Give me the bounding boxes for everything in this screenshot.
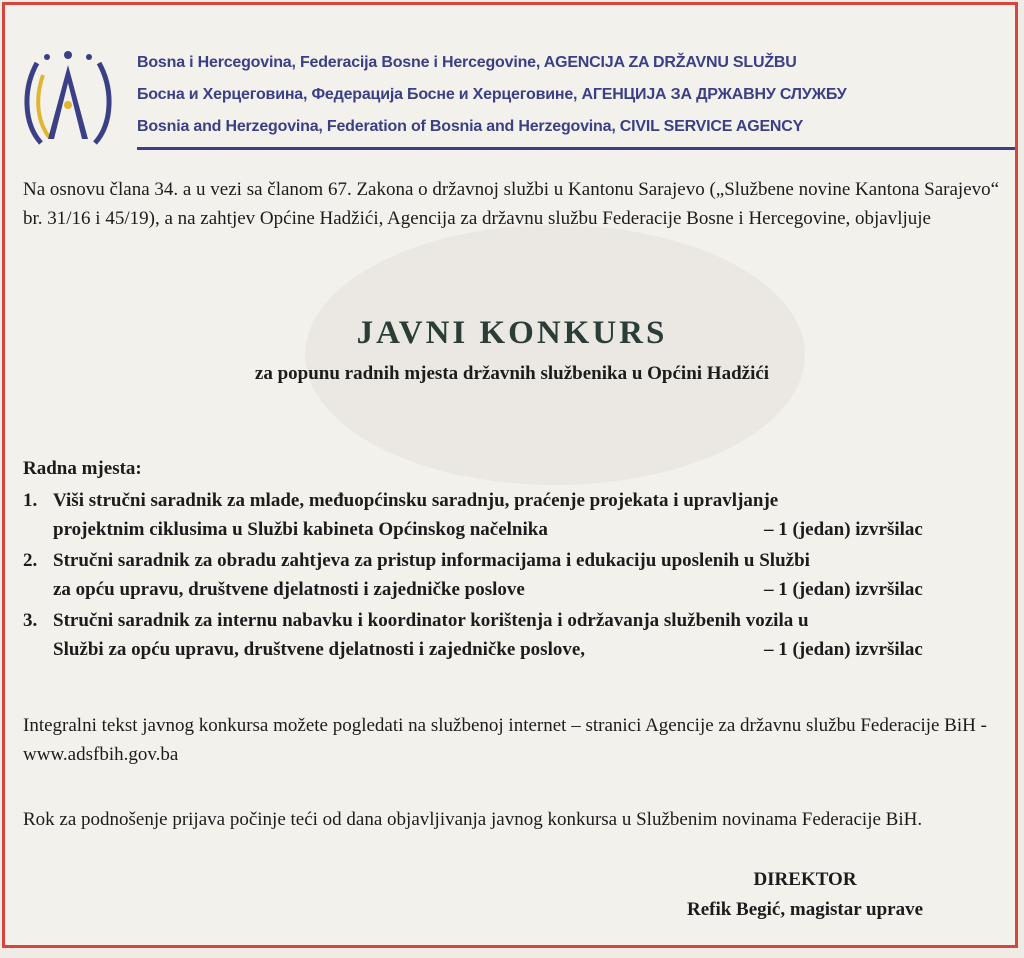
position-title-line2-text: projektnim ciklusima u Službi kabineta Općinskog načelnika (53, 519, 548, 540)
signature-block (645, 865, 965, 925)
position-title-line1: Viši stručni saradnik za mlade, međuopćinsku saradnju, praćenje projekata i upravljanje (53, 490, 779, 511)
notice-title: JAVNI KONKURS (356, 315, 668, 351)
list-item (23, 606, 1013, 664)
position-title-line2-text: za opću upravu, društvene djelatnosti i zajedničke poslove (53, 579, 525, 600)
signature-name: Refik Begić, magistar uprave (686, 899, 924, 920)
position-title-line2-text: Službi za opću upravu, društvene djelatnosti i zajedničke poslove, (53, 639, 586, 660)
position-number: 1. (23, 490, 38, 511)
position-title-line2 (53, 635, 1013, 664)
position-title-line2 (53, 575, 1013, 604)
agency-header (17, 35, 1007, 155)
header-divider (137, 147, 1015, 150)
position-title-line2 (53, 515, 1013, 544)
bih-civil-service-agency-logo-icon (23, 43, 113, 153)
integral-text-paragraph: Integralni tekst javnog konkursa možete pogledati na službenoj internet – stranici Agencije za državnu službu Federacije BiH - www.adsfbih.gov.ba (23, 715, 987, 765)
notice-subtitle: za popunu radnih mjesta državnih službenika u Općini Hadžići (254, 363, 770, 384)
position-title-line1: Stručni saradnik za obradu zahtjeva za pristup informacijama i edukaciju uposlenih u Službi (53, 550, 810, 571)
signature-role: DIREKTOR (753, 869, 857, 890)
intro-paragraph: Na osnovu člana 34. a u vezi sa članom 67. Zakona o državnoj službi u Kantonu Sarajevo („Službene novine Kantona Sarajevo“ br. 31/16 i 45/19), a na zahtjev Općine Hadžići, Agencija za državnu službu Federacije Bosne i Hercegovine, objavljuje (23, 179, 1000, 229)
agency-name-lines (137, 47, 847, 143)
agency-name-bosnian: Bosna i Hercegovina, Federacija Bosne i Hercegovine, AGENCIJA ZA DRŽAVNU SLUŽBU (137, 54, 797, 71)
list-item (23, 486, 1013, 544)
position-title-line1: Stručni saradnik za internu nabavku i koordinator korištenja i održavanja službenih vozila u (53, 610, 809, 631)
agency-name-english: Bosnia and Herzegovina, Federation of Bosnia and Herzegovina, CIVIL SERVICE AGENCY (137, 118, 804, 135)
positions-heading: Radna mjesta: (23, 458, 142, 479)
position-number: 3. (23, 610, 38, 631)
position-quantity: – 1 (jedan) izvršilac (764, 639, 923, 660)
position-quantity: – 1 (jedan) izvršilac (764, 579, 923, 600)
deadline-paragraph: Rok za podnošenje prijava počinje teći od dana objavljivanja javnog konkursa u Službenim novinama Federacije BiH. (23, 809, 923, 830)
notice-frame (2, 2, 1018, 948)
position-number: 2. (23, 550, 38, 571)
print-show-through (305, 225, 805, 485)
list-item (23, 546, 1013, 604)
positions-list (23, 486, 1013, 666)
position-quantity: – 1 (jedan) izvršilac (764, 519, 923, 540)
agency-name-cyrillic: Босна и Херцеговина, Федерација Босне и Херцеговине, АГЕНЦИЈА ЗА ДРЖАВНУ СЛУЖБУ (137, 86, 847, 103)
